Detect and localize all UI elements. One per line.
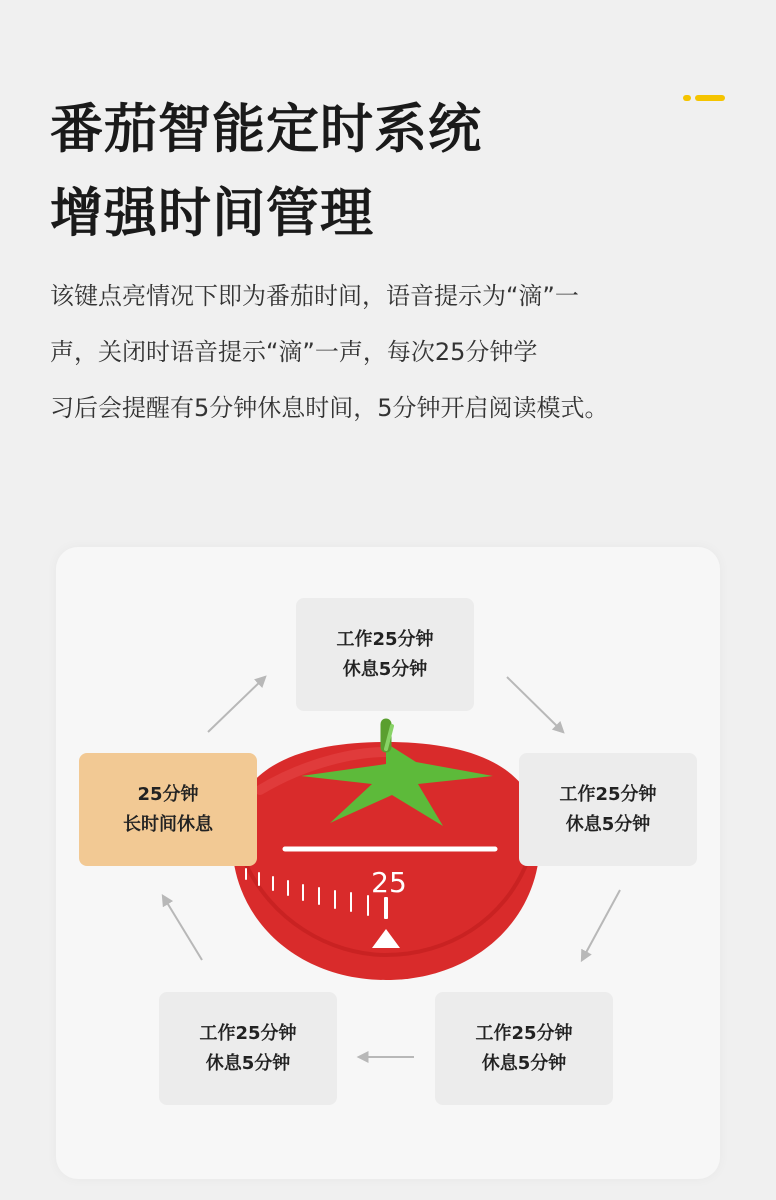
description-line-1: 该键点亮情况下即为番茄时间，语音提示为“滴”一: [50, 282, 579, 310]
step-bottom-right-line-2: 休息5分钟: [481, 1052, 567, 1074]
arrow-top-to-right: [507, 677, 563, 732]
cycle-step-long-break: [79, 753, 257, 866]
step-bottom-left-line-2: 休息5分钟: [205, 1052, 291, 1074]
step-right-line-2: 休息5分钟: [565, 813, 651, 835]
timer-value-text: 25: [371, 866, 407, 899]
step-top-line-2: 休息5分钟: [342, 658, 428, 680]
description-line-2: 声，关闭时语音提示“滴”一声，每次25分钟学: [50, 338, 538, 366]
arrow-bottom-left-to-left: [163, 896, 202, 960]
title-line-2: 增强时间管理: [50, 183, 374, 244]
cycle-step-bottom-right: [435, 992, 613, 1105]
cycle-step-bottom-left: [159, 992, 337, 1105]
arrow-left-to-top: [208, 677, 265, 732]
step-top-line-1: 工作25分钟: [336, 628, 434, 650]
long-break-line-2: 长时间休息: [123, 813, 213, 835]
step-right-line-1: 工作25分钟: [559, 783, 657, 805]
cycle-step-top: [296, 598, 474, 711]
long-break-line-1: 25分钟: [137, 783, 199, 805]
arrow-right-to-bottom-right: [582, 890, 620, 960]
step-bottom-right-line-1: 工作25分钟: [475, 1022, 573, 1044]
tomato-timer-icon: [232, 724, 540, 980]
cycle-step-right: [519, 753, 697, 866]
description-line-3: 习后会提醒有5分钟休息时间，5分钟开启阅读模式。: [50, 394, 609, 422]
title-line-1: 番茄智能定时系统: [50, 99, 482, 160]
step-bottom-left-line-1: 工作25分钟: [199, 1022, 297, 1044]
